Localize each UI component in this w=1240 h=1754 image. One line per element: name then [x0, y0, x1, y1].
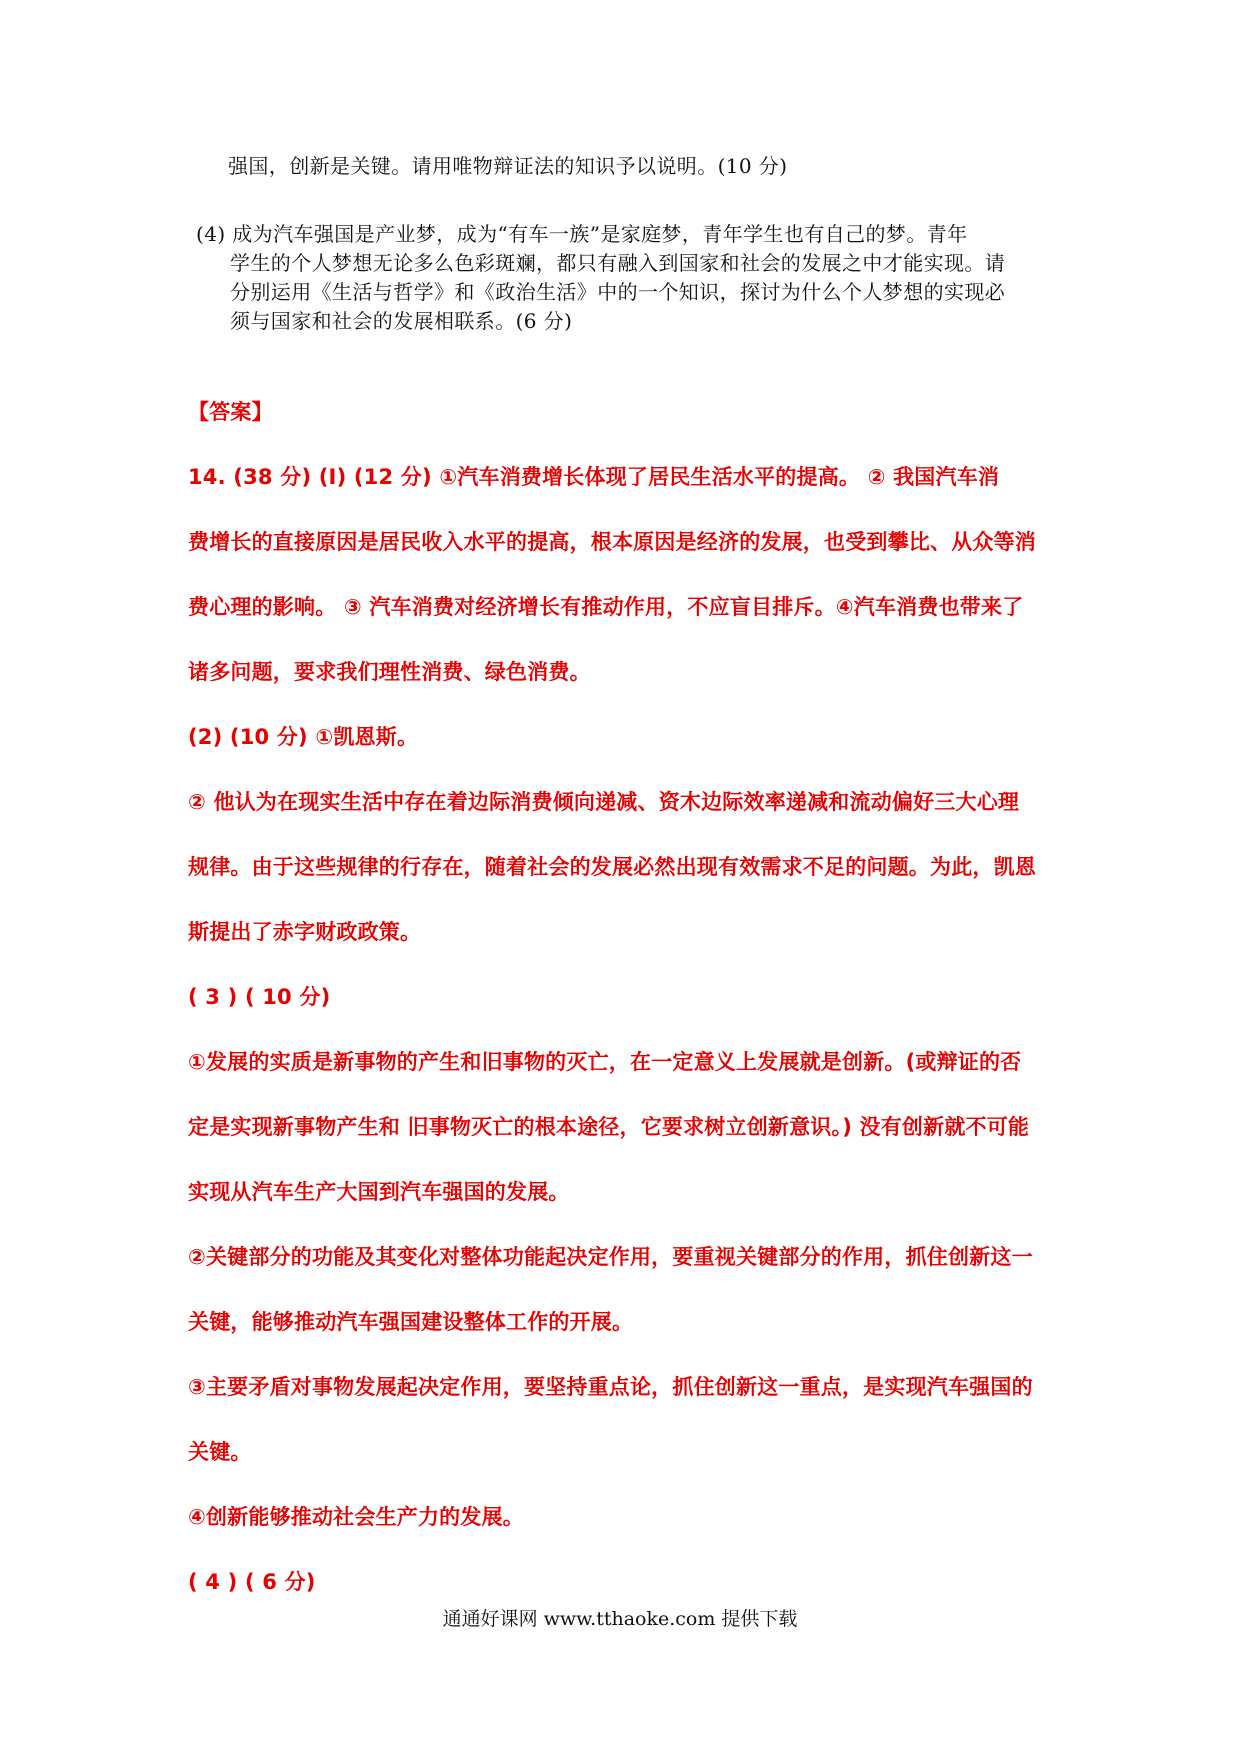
answer-line: 14. (38 分) (Ⅰ) (12 分) ①汽车消费增长体现了居民生活水平的提高。 ② 我国汽车消	[188, 465, 1000, 489]
question-4-line-1: (4) 成为汽车强国是产业梦，成为“有车一族”是家庭梦，青年学生也有自己的梦。青年	[196, 222, 968, 246]
question-4-line-2: 学生的个人梦想无论多么色彩斑斓，都只有融入到国家和社会的发展之中才能实现。请	[230, 251, 1006, 275]
answer-line: 费心理的影响。 ③ 汽车消费对经济增长有推动作用，不应盲目排斥。④汽车消费也带来了	[188, 595, 1024, 619]
answer-line: 规律。由于这些规律的行存在，随着社会的发展必然出现有效需求不足的问题。为此，凯恩	[188, 855, 1036, 879]
answer-heading: 【答案】	[188, 400, 273, 424]
footer-source: 通通好课网 www.tthaoke.com 提供下载	[442, 1608, 798, 1630]
answer-line: ( 4 ) ( 6 分)	[188, 1570, 316, 1594]
answer-line: 斯提出了赤字财政政策。	[188, 920, 422, 944]
answer-line: 关键，能够推动汽车强国建设整体工作的开展。	[188, 1310, 634, 1334]
question-3-tail: 强国，创新是关键。请用唯物辩证法的知识予以说明。(10 分)	[228, 154, 788, 178]
answer-line: ( 3 ) ( 10 分)	[188, 985, 331, 1009]
answer-line: ② 他认为在现实生活中存在着边际消费倾向递减、资木边际效率递减和流动偏好三大心理	[188, 790, 1020, 814]
answer-line: 定是实现新事物产生和 旧事物灭亡的根本途径，它要求树立创新意识。) 没有创新就不可能	[188, 1115, 1030, 1139]
answer-line: ③主要矛盾对事物发展起决定作用，要坚持重点论，抓住创新这一重点，是实现汽车强国的	[188, 1375, 1033, 1399]
answer-line: ①发展的实质是新事物的产生和旧事物的灭亡，在一定意义上发展就是创新。(或辩证的否	[188, 1050, 1022, 1074]
answer-line: ④创新能够推动社会生产力的发展。	[188, 1505, 524, 1529]
answer-line: 费增长的直接原因是居民收入水平的提高，根本原因是经济的发展，也受到攀比、从众等消	[188, 530, 1036, 554]
answer-line: ②关键部分的功能及其变化对整体功能起决定作用，要重视关键部分的作用，抓住创新这一	[188, 1245, 1033, 1269]
answer-line: 诸多问题，要求我们理性消费、绿色消费。	[188, 660, 591, 684]
answer-line: 关键。	[188, 1440, 252, 1464]
question-4-line-4: 须与国家和社会的发展相联系。(6 分)	[230, 309, 573, 333]
question-4-line-3: 分别运用《生活与哲学》和《政治生活》中的一个知识，探讨为什么个人梦想的实现必	[230, 280, 1006, 304]
answer-line: (2) (10 分) ①凯恩斯。	[188, 725, 419, 749]
answer-line: 实现从汽车生产大国到汽车强国的发展。	[188, 1180, 570, 1204]
